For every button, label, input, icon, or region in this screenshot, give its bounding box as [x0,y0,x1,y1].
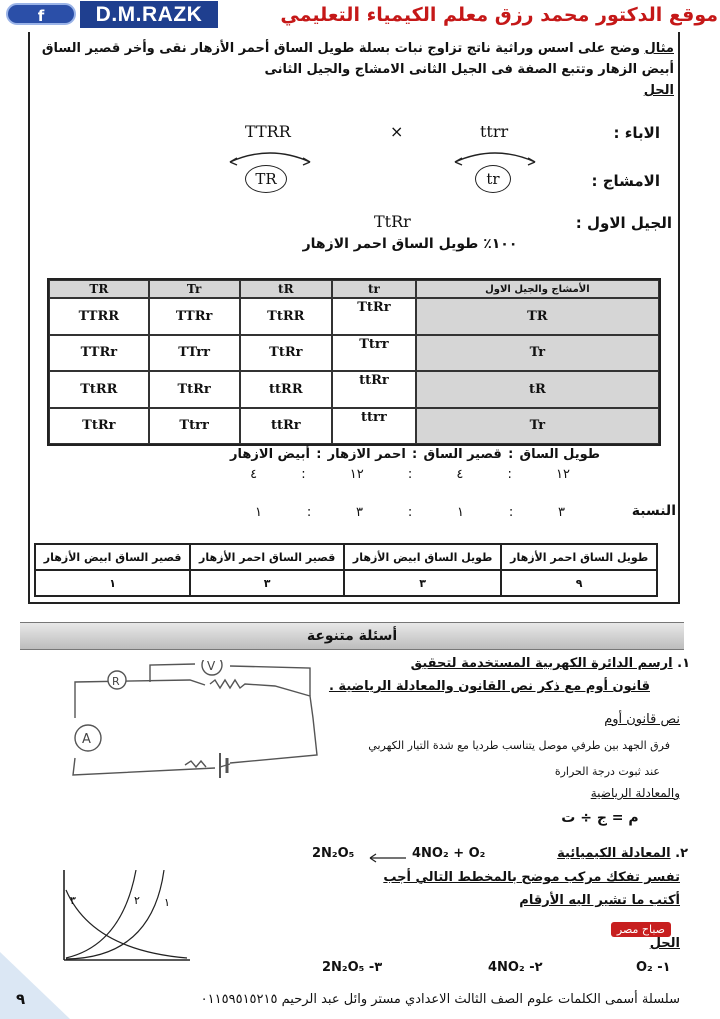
phenotype-names-row [230,447,600,462]
punnett-column-header: tR [240,280,333,298]
separator: : [407,467,413,482]
punnett-cell: Ttrr [332,335,416,372]
punnett-cell: ttRr [240,408,333,445]
punnett-row-gamete: Tr [416,335,659,372]
gamete1-circle: TR [245,165,287,193]
gametes-label: الامشاج : [591,172,660,190]
ratio-table-header-row [35,544,657,570]
section-banner [20,622,684,650]
punnett-cell: ttRR [240,371,333,408]
phenotype-counts-row [250,467,570,482]
punnett-cell: TTRr [149,298,240,335]
punnett-cell: ttrr [332,408,416,445]
punnett-row-gamete: TR [416,298,659,335]
punnett-cell: TtRr [332,298,416,335]
separator: : [306,505,312,520]
phenotype-count: ١٢ [349,467,364,482]
brand-logo: D.M.RAZK [80,1,218,28]
separator: : [508,505,514,520]
q2-line-1: تفسر تفكك مركب موضح بالمخطط التالي أجب [383,870,680,885]
ratio-value: ١ [457,505,464,520]
punnett-cell: TtRr [149,371,240,408]
punnett-cell: TtRR [49,371,149,408]
page-number: ٩ [16,990,26,1008]
f1-phenotype: ١٠٠٪ طويل الساق احمر الازهار [302,236,518,252]
equation-lhs: 2N₂O₅ [312,846,355,861]
example-line1-text: وضح على اسس وراثية ناتج تزاوج نبات بسلة طويل الساق أحمر الأزهار نقى وأخر قصير الساق [41,41,640,56]
ratio-value: ٣ [356,505,363,520]
law-text: فرق الجهد بين طرفي موصل يتناسب طرديا مع شدة التيار الكهربي [368,739,670,752]
q1-line1-text: ارسم الدائرة الكهربية المستخدمة لتحقيق [410,656,673,671]
punnett-cell: Ttrr [149,408,240,445]
ratio-table-value: ٩ [501,570,657,596]
phenotype-name: قصير الساق [423,447,502,462]
phenotype-count: ٤ [456,467,464,482]
phenotype-name: احمر الازهار [327,447,406,462]
separator: : [507,467,512,482]
q2-number: ٢. [675,846,688,861]
punnett-cell: TtRr [240,335,333,372]
q1-line-2: قانون أوم مع ذكر نص القانون والمعادلة الرياضية . [328,679,650,694]
q2-answer: O₂ -١ [636,960,671,975]
ratio-values [255,505,565,520]
reaction-arrow-icon [366,853,408,863]
watermark [556,918,671,938]
punnett-square [47,278,661,446]
graph-label: ٢ [134,894,140,907]
punnett-cell: TtRr [49,408,149,445]
gamete2-circle: tr [475,165,511,193]
separator: : [301,467,306,482]
separator: : [508,447,514,462]
ratio-table-value-row [35,570,657,596]
equation-rhs: 4NO₂ + O₂ [412,846,486,861]
ratio-table-header: قصير الساق احمر الأزهار [190,544,344,570]
q2-heading-line [540,846,688,861]
punnett-cell: ttRr [332,371,416,408]
punnett-cell: TTrr [149,335,240,372]
punnett-row-gamete: tR [416,371,659,408]
ammeter-label: A [82,732,91,747]
punnett-row [49,408,659,445]
phenotype-name: طويل الساق [519,447,600,462]
f1-label: الجيل الاول : [575,214,672,232]
ratio-table-header: قصير الساق ابيض الأزهار [35,544,190,570]
punnett-cell: TTRR [49,298,149,335]
ratio-table [34,543,658,597]
punnett-cell: TTRr [49,335,149,372]
graph-label: ٣ [70,894,76,907]
q2-answer: 2N₂O₅ -٣ [322,960,383,975]
solution-label: الحل [643,83,674,98]
footer-text: سلسلة أسمى الكلمات علوم الصف الثالث الاعدادي مستر وائل عبد الرحيم ٠١١٥٩٥١٥٢١٥ [200,992,680,1007]
cross-symbol: × [390,122,404,141]
punnett-row-gamete: Tr [416,408,659,445]
parent2-genotype: ttrr [480,122,509,141]
phenotype-name: أبيض الازهار [230,447,310,462]
voltmeter-label: V [207,660,216,673]
section-banner-title: أسئلة متنوعة [306,628,398,644]
law-condition: عند ثبوت درجة الحرارة [554,765,660,778]
facebook-icon[interactable] [6,3,76,25]
punnett-cell: TtRR [240,298,333,335]
law-heading: نص قانون أوم [604,712,680,727]
q2-solution-label: الحل [649,936,680,951]
watermark-text: صباح مصر [611,922,671,937]
ratio-value: ٣ [558,505,565,520]
separator: : [407,505,413,520]
f1-genotype: TtRr [374,212,411,231]
punnett-corner-header: الأمشاج والجيل الاول [416,280,659,298]
punnett-column-header: TR [49,280,149,298]
q1-number: ١. [677,656,690,671]
ratio-table-value: ٣ [344,570,501,596]
q1-line-1 [300,656,690,671]
phenotype-count: ٤ [250,467,258,482]
ohm-circuit-diagram [55,660,325,790]
ratio-table-header: طويل الساق ابيض الأزهار [344,544,501,570]
separator: : [412,447,418,462]
parents-label: الاباء : [613,124,660,142]
example-line-1 [38,40,674,58]
punnett-column-header: Tr [149,280,240,298]
graph-label: ١ [164,896,170,909]
ratio-label: النسبة [631,503,676,519]
q2-heading: المعادلة الكيميائية [557,846,671,861]
site-title: موقع الدكتور محمد رزق معلم الكيمياء التعليمي [280,4,718,26]
punnett-column-header: tr [332,280,416,298]
punnett-row [49,335,659,372]
phenotype-count: ١٢ [556,467,570,482]
ohm-formula: م = ج ÷ ت [561,810,639,826]
resistor-label: R [112,675,120,688]
ratio-table-value: ١ [35,570,190,596]
example-label: مثال [644,41,674,56]
punnett-header-row [49,280,659,298]
example-line-2: أبيض الزهار وتتبع الصفة فى الجيل الثانى الامشاج والجيل الثانى [264,62,674,77]
ratio-value: ١ [255,505,262,520]
ratio-table-value: ٣ [190,570,344,596]
separator: : [316,447,322,462]
q2-line-2: أكتب ما تشير اليه الأرقام [519,893,680,908]
page-header [0,0,720,30]
page-corner [0,952,70,1019]
punnett-row [49,298,659,335]
decomposition-graph [52,870,192,965]
facebook-icon-label: f [37,7,45,25]
q2-answer: 4NO₂ -٢ [488,960,543,975]
parent1-genotype: TTRR [245,122,291,141]
math-heading: والمعادلة الرياضية [590,786,680,800]
punnett-row [49,371,659,408]
ratio-table-header: طويل الساق احمر الأزهار [501,544,657,570]
